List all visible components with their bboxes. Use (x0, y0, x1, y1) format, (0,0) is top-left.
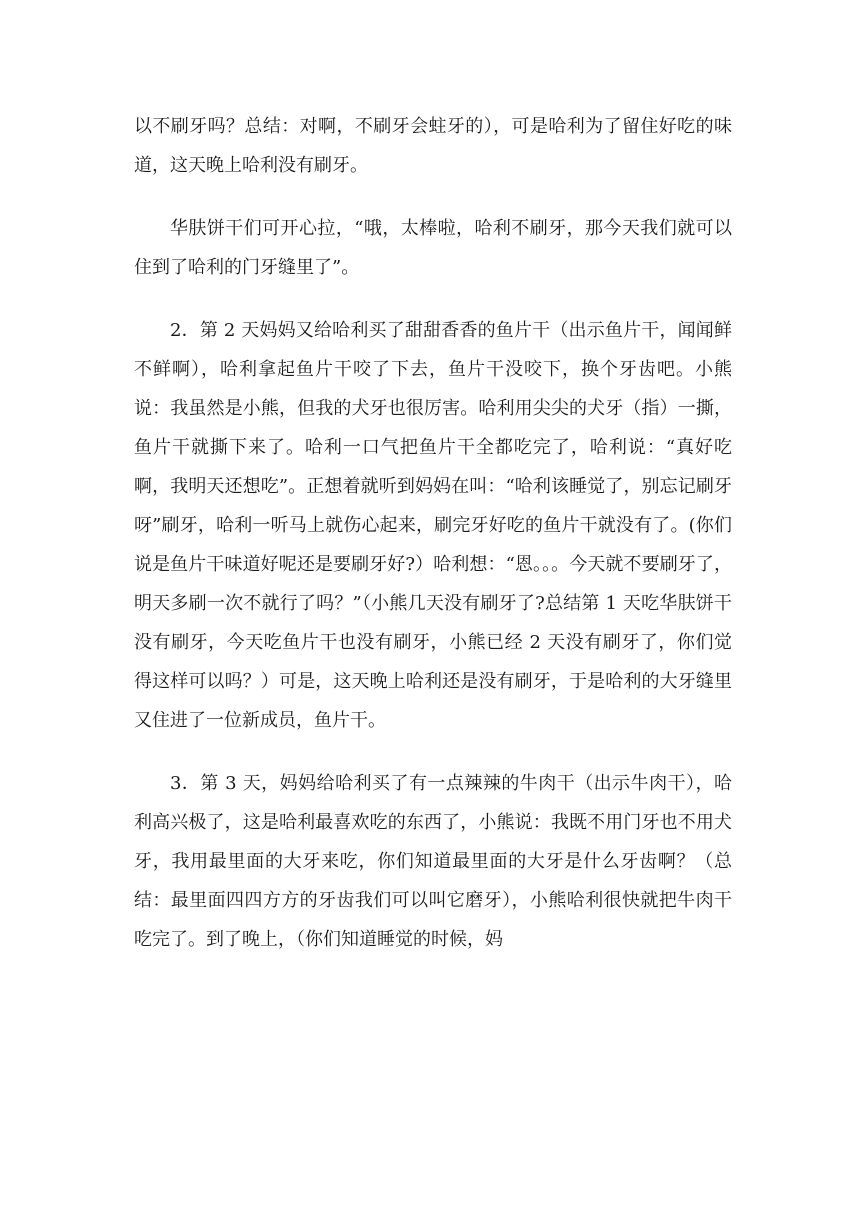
paragraph-continuation: 以不刷牙吗？总结：对啊，不刷牙会蛀牙的），可是哈利为了留住好吃的味道，这天晚上哈利没有刷牙。 (134, 116, 732, 176)
paragraph-day-2: 2．第 2 天妈妈又给哈利买了甜甜香香的鱼片干（出示鱼片干，闻闻鲜不鲜啊），哈利拿起鱼片干咬了下去，鱼片干没咬下，换个牙齿吧。小熊说：我虽然是小熊，但我的犬牙也很厉害。哈利用尖尖的犬牙（指）一撕，鱼片干就撕下来了。哈利一口气把鱼片干全都吃完了，哈利说：“真好吃啊，我明天还想吃”。正想着就听到妈妈在叫：“哈利该睡觉了，别忘记刷牙呀”刷牙，哈利一听马上就伤心起来，刷完牙好吃的鱼片干就没有了。(你们说是鱼片干味道好呢还是要刷牙好?）哈利想：“恩。。。今天就不要刷牙了，明天多刷一次不就行了吗？”（小熊几天没有刷牙了?总结第 1 天吃华肤饼干没有刷牙，今天吃鱼片干也没有刷牙，小熊已经 2 天没有刷牙了，你们觉得这样可以吗？）可是，这天晚上哈利还是没有刷牙，于是哈利的大牙缝里又住进了一位新成员，鱼片干。 (134, 320, 732, 731)
paragraph-biscuits: 华肤饼干们可开心拉，“哦，太棒啦，哈利不刷牙，那今天我们就可以住到了哈利的门牙缝里了”。 (134, 218, 732, 278)
paragraph-day-3: 3．第 3 天，妈妈给哈利买了有一点辣辣的牛肉干（出示牛肉干），哈利高兴极了，这是哈利最喜欢吃的东西了，小熊说：我既不用门牙也不用犬牙，我用最里面的大牙来吃，你们知道最里面的大牙是什么牙齿啊？（总结：最里面四四方方的牙齿我们可以叫它磨牙），小熊哈利很快就把牛肉干吃完了。到了晚上，（你们知道睡觉的时候，妈 (134, 773, 732, 950)
